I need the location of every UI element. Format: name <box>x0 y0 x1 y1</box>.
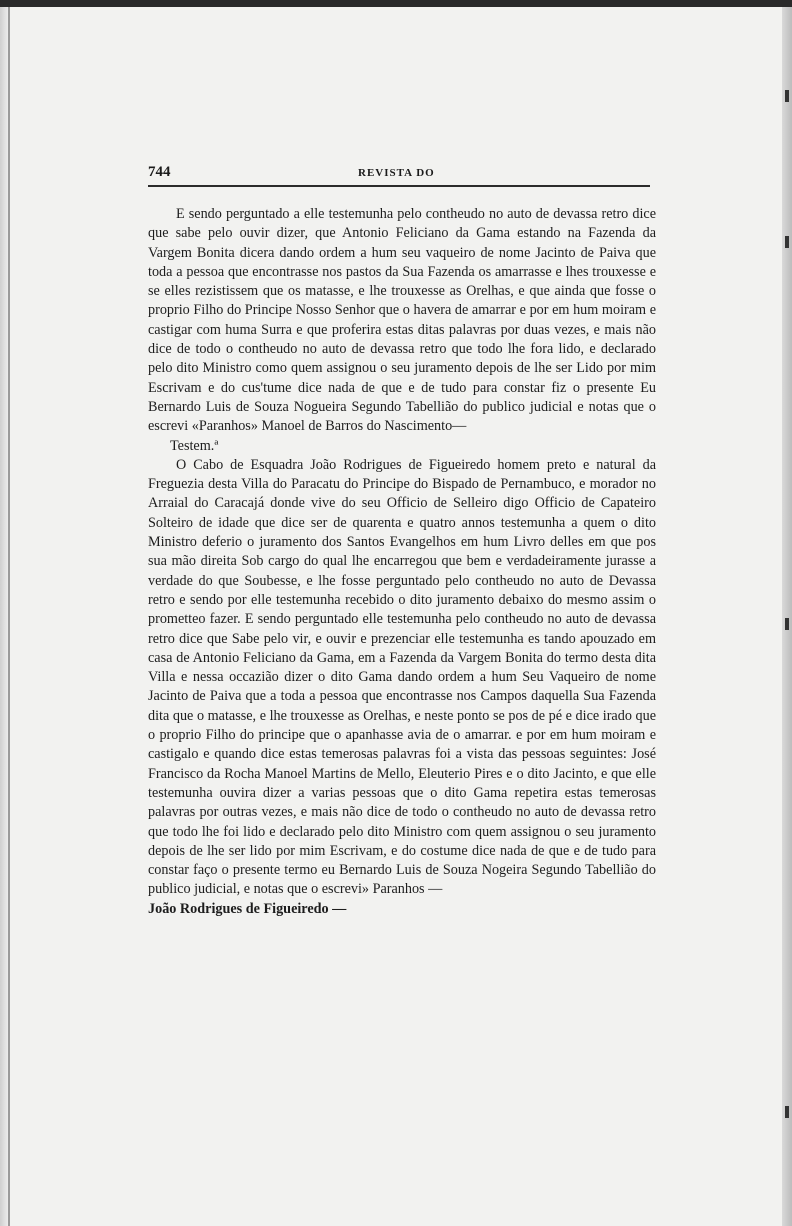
margin-mark <box>785 236 789 248</box>
page-header <box>148 162 650 184</box>
running-head: REVISTA DO <box>358 167 435 179</box>
margin-mark <box>785 90 789 102</box>
signature-testem: Testem.ª <box>170 437 219 454</box>
header-rule <box>148 185 650 187</box>
page-top-edge <box>0 0 792 7</box>
closing-signature: João Rodrigues de Figueiredo — <box>148 900 347 917</box>
margin-mark <box>785 1106 789 1118</box>
margin-mark <box>785 618 789 630</box>
paragraph-testimony-2: O Cabo de Esquadra João Rodrigues de Figueiredo homem preto e natural da Freguezia desta Villa do Paracatu do Principe do Bispado de Pernambuco, e morador no Arraial do Caracajá donde vive do seu Officio de Selleiro digo Officio de Capateiro Solteiro de idade que dice ser de quarenta e quatro annos testemunha a quem o dito Ministro deferio o juramento dos Santos Evangelhos em hum Livro delles em que pos sua mão direita Sob cargo do qual lhe encarregou que bem e verdadeiramente jurasse a verdade do que Soubesse, e lhe fosse perguntado pelo contheudo no auto de Devassa retro e sendo por elle testemunha recebido o dito juramento debaixo do mesmo assim o prometteo fazer. E sendo perguntado elle testemunha pelo contheudo no auto de devassa retro dice que Sabe pelo vir, e ouvir e prezenciar elle testemunha es tando apouzado em casa de Antonio Feliciano da Gama, em a Fazenda da Vargem Bonita do termo desta dita Villa e nessa occazião dizer o dito Gama dando ordem a hum Seu Vaqueiro de nome Jacinto de Paiva que a toda a pessoa que encontrasse nos Campos daquella Sua Fazenda dita que o matasse, e lhe trouxesse as Orelhas, e neste ponto se pos de pé e dice irado que o proprio Filho do principe que o apanhasse avia de o amarrar. e por em hum moiram e castigalo e quando dice estas temerosas palavras foi a vista das pessoas seguintes: José Francisco da Rocha Manoel Martins de Mello, Eleuterio Pires e o dito Jacinto, e que elle testemunha ouvira dizer a varias pessoas que o dito Gama repetira estas temerosas palavras por outras vezes, e mais não dice de todo o contheudo no auto de devassa retro que todo lhe foi lido e declarado pelo dito Ministro com quem assignou o seu juramento depois de lhe ser lido por mim Escrivam, e do costume dice nada de que e de tudo para constar faço o presente termo eu Bernardo Luis de Souza Nogeira Segundo Tabellião do publico judicial, e notas que o escrevi» Paranhos — <box>148 456 656 898</box>
page-gutter-shadow <box>0 0 8 1226</box>
paragraph-testimony-1: E sendo perguntado a elle testemunha pelo contheudo no auto de devassa retro dice que sabe pelo ouvir dizer, que Antonio Feliciano da Gama estando na Fazenda da Vargem Bonita dicera dando ordem a hum seu vaqueiro de nome Jacinto de Paiva que toda a pessoa que encontrasse nos pastos da Sua Fazenda os amarrasse e lhes trouxesse e se elles rezistissem que os matasse, e lhe trouxesse as Orelhas, e que ainda que fosse o proprio Filho do Principe Nosso Senhor que o havera de amarrar e por em hum moiram e castigar com huma Surra e que proferira estas ditas palavras por duas vezes, e mais não dice de todo o contheudo no auto de devassa retro que todo lhe fora lido, e declarado pelo dito Ministro como quem assignou o seu juramento depois de lhe ser Lido por mim Escrivam e do cus'tume dice nada de que e de tudo para constar fiz o presente Eu Bernardo Luis de Souza Nogueira Segundo Tabellião do publico judicial e notas que o escrevi «Paranhos» Manoel de Barros do Nascimento— <box>148 206 656 435</box>
page-right-edge <box>782 0 792 1226</box>
page-number: 744 <box>148 164 171 180</box>
document-body <box>148 205 656 919</box>
